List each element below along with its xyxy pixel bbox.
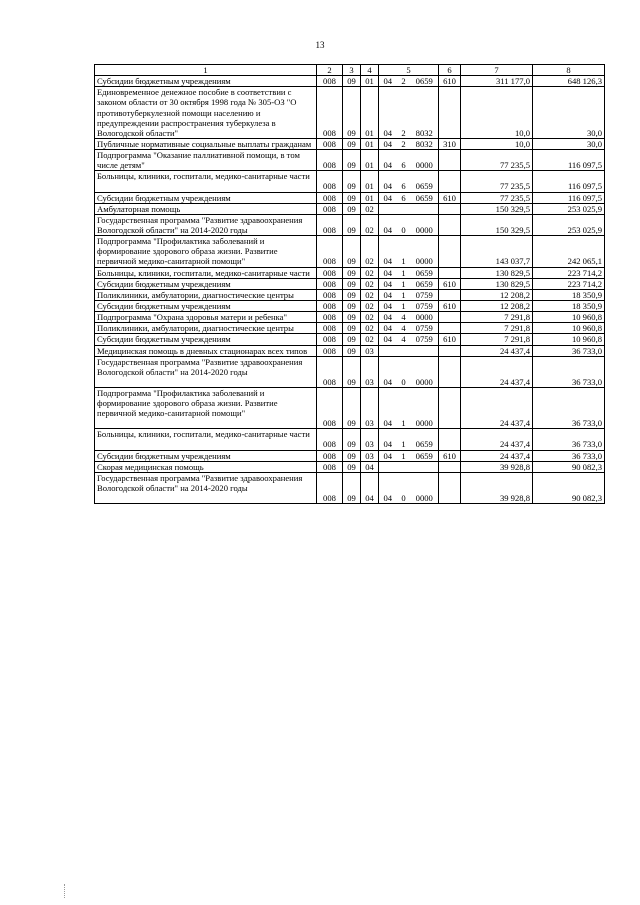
- cell-c2: 008: [317, 300, 343, 311]
- cell-c6: [439, 236, 461, 267]
- cell-c7: 12 208,2: [461, 289, 533, 300]
- cell-name: Больницы, клиники, госпитали, медико-санитарные части: [95, 267, 317, 278]
- cell-c8: 648 126,3: [533, 76, 605, 87]
- cell-k3: 0000: [411, 472, 439, 503]
- cell-c6: [439, 87, 461, 139]
- table-row: [95, 192, 605, 203]
- header-col-4: 4: [361, 65, 379, 76]
- cell-c3: 09: [343, 203, 361, 214]
- cell-k2: 2: [397, 87, 411, 139]
- cell-c8: 18 350,9: [533, 300, 605, 311]
- cell-k3: 0759: [411, 300, 439, 311]
- cell-name: Единовременное денежное пособие в соответствии с законом области от 30 октября 1998 года № 305-ОЗ "О противотуберкулезной помощи населению и предупреждении распространения туберкулеза в Вологодской области": [95, 87, 317, 139]
- cell-c4: 02: [361, 334, 379, 345]
- cell-k1: [379, 461, 397, 472]
- table-row: [95, 345, 605, 356]
- cell-c3: 09: [343, 387, 361, 428]
- cell-c3: 09: [343, 429, 361, 450]
- cell-c7: 77 235,5: [461, 150, 533, 171]
- cell-k2: 4: [397, 334, 411, 345]
- header-col-5: 5: [379, 65, 439, 76]
- cell-c7: 130 829,5: [461, 278, 533, 289]
- table-row: [95, 323, 605, 334]
- header-col-8: 8: [533, 65, 605, 76]
- cell-name: Скорая медицинская помощь: [95, 461, 317, 472]
- cell-c8: 10 960,8: [533, 334, 605, 345]
- cell-k2: 6: [397, 192, 411, 203]
- cell-k3: 0000: [411, 387, 439, 428]
- cell-k3: 0659: [411, 76, 439, 87]
- cell-c2: 008: [317, 461, 343, 472]
- table-row: [95, 203, 605, 214]
- cell-c8: 10 960,8: [533, 323, 605, 334]
- cell-k1: 04: [379, 356, 397, 387]
- cell-c8: 30,0: [533, 87, 605, 139]
- cell-c4: 01: [361, 138, 379, 149]
- cell-k2: 4: [397, 312, 411, 323]
- cell-k1: 04: [379, 267, 397, 278]
- cell-c4: 01: [361, 87, 379, 139]
- cell-name: Поликлиники, амбулатории, диагностические центры: [95, 323, 317, 334]
- cell-c4: 02: [361, 267, 379, 278]
- cell-k1: 04: [379, 289, 397, 300]
- cell-c6: [439, 214, 461, 235]
- cell-c3: 09: [343, 236, 361, 267]
- cell-c7: 7 291,8: [461, 334, 533, 345]
- table-row: [95, 236, 605, 267]
- cell-k3: 0659: [411, 450, 439, 461]
- cell-c4: 02: [361, 289, 379, 300]
- cell-k3: 0000: [411, 356, 439, 387]
- cell-c4: 02: [361, 236, 379, 267]
- cell-c7: 143 037,7: [461, 236, 533, 267]
- cell-k3: 0659: [411, 267, 439, 278]
- cell-k3: 0659: [411, 429, 439, 450]
- cell-c7: 12 208,2: [461, 300, 533, 311]
- cell-c4: 01: [361, 150, 379, 171]
- cell-name: Подпрограмма "Профилактика заболеваний и формирование здорового образа жизни. Развитие первичной медико-санитарной помощи": [95, 236, 317, 267]
- cell-name: Подпрограмма "Оказание паллиативной помощи, в том числе детям": [95, 150, 317, 171]
- cell-name: Субсидии бюджетным учреждениям: [95, 334, 317, 345]
- cell-c7: 24 437,4: [461, 429, 533, 450]
- cell-c2: 008: [317, 472, 343, 503]
- cell-c4: 04: [361, 461, 379, 472]
- cell-k2: 1: [397, 387, 411, 428]
- table-row: [95, 429, 605, 450]
- cell-c4: 03: [361, 345, 379, 356]
- cell-k1: 04: [379, 429, 397, 450]
- cell-name: Подпрограмма "Профилактика заболеваний и формирование здорового образа жизни. Развитие первичной медико-санитарной помощи": [95, 387, 317, 428]
- cell-c6: [439, 150, 461, 171]
- cell-k3: 8032: [411, 138, 439, 149]
- cell-c6: 610: [439, 450, 461, 461]
- header-col-2: 2: [317, 65, 343, 76]
- table-row: [95, 171, 605, 192]
- cell-c6: [439, 387, 461, 428]
- cell-c3: 09: [343, 76, 361, 87]
- cell-c6: [439, 171, 461, 192]
- cell-name: Субсидии бюджетным учреждениям: [95, 300, 317, 311]
- cell-c4: 01: [361, 192, 379, 203]
- cell-c8: 36 733,0: [533, 429, 605, 450]
- cell-k3: 0000: [411, 214, 439, 235]
- table-row: [95, 472, 605, 503]
- cell-c6: [439, 345, 461, 356]
- cell-c3: 09: [343, 323, 361, 334]
- cell-c2: 008: [317, 150, 343, 171]
- cell-c2: 008: [317, 323, 343, 334]
- cell-c2: 008: [317, 267, 343, 278]
- cell-c3: 09: [343, 171, 361, 192]
- cell-c3: 09: [343, 450, 361, 461]
- cell-k1: 04: [379, 214, 397, 235]
- cell-c3: 09: [343, 312, 361, 323]
- cell-c8: 36 733,0: [533, 387, 605, 428]
- page-number: 13: [315, 40, 325, 50]
- cell-c3: 09: [343, 300, 361, 311]
- cell-c2: 008: [317, 278, 343, 289]
- cell-c4: 01: [361, 76, 379, 87]
- cell-c7: 24 437,4: [461, 356, 533, 387]
- table-row: [95, 278, 605, 289]
- cell-c8: 10 960,8: [533, 312, 605, 323]
- cell-k3: 0659: [411, 278, 439, 289]
- cell-c8: 116 097,5: [533, 171, 605, 192]
- cell-k3: 0000: [411, 312, 439, 323]
- cell-c7: 150 329,5: [461, 214, 533, 235]
- cell-c7: 10,0: [461, 138, 533, 149]
- table-row: [95, 387, 605, 428]
- cell-c4: 03: [361, 387, 379, 428]
- cell-c2: 008: [317, 76, 343, 87]
- cell-k1: 04: [379, 278, 397, 289]
- cell-k1: [379, 203, 397, 214]
- cell-k2: [397, 203, 411, 214]
- cell-c3: 09: [343, 278, 361, 289]
- cell-k2: 1: [397, 267, 411, 278]
- cell-c6: [439, 289, 461, 300]
- cell-c2: 008: [317, 214, 343, 235]
- cell-k3: 0000: [411, 236, 439, 267]
- cell-c3: 09: [343, 461, 361, 472]
- cell-c8: 18 350,9: [533, 289, 605, 300]
- cell-c6: 610: [439, 278, 461, 289]
- cell-k3: [411, 461, 439, 472]
- cell-name: Государственная программа "Развитие здравоохранения Вологодской области" на 2014-2020 годы: [95, 472, 317, 503]
- cell-c8: 36 733,0: [533, 356, 605, 387]
- cell-c4: 01: [361, 171, 379, 192]
- cell-c4: 02: [361, 300, 379, 311]
- cell-name: Больницы, клиники, госпитали, медико-санитарные части: [95, 171, 317, 192]
- cell-c3: 09: [343, 150, 361, 171]
- table-row: [95, 76, 605, 87]
- cell-k2: 2: [397, 138, 411, 149]
- cell-c6: 610: [439, 76, 461, 87]
- cell-c7: 150 329,5: [461, 203, 533, 214]
- cell-c6: 610: [439, 334, 461, 345]
- cell-c8: 242 065,1: [533, 236, 605, 267]
- cell-c7: 10,0: [461, 87, 533, 139]
- cell-k3: 0759: [411, 323, 439, 334]
- table-row: [95, 214, 605, 235]
- cell-k1: 04: [379, 312, 397, 323]
- cell-c2: 008: [317, 236, 343, 267]
- cell-c3: 09: [343, 472, 361, 503]
- cell-c8: 116 097,5: [533, 192, 605, 203]
- table-row: [95, 267, 605, 278]
- cell-k3: 0759: [411, 334, 439, 345]
- cell-c4: 02: [361, 214, 379, 235]
- cell-c7: 24 437,4: [461, 450, 533, 461]
- cell-name: Субсидии бюджетным учреждениям: [95, 192, 317, 203]
- cell-c7: 24 437,4: [461, 345, 533, 356]
- cell-name: Субсидии бюджетным учреждениям: [95, 278, 317, 289]
- cell-k3: 0659: [411, 192, 439, 203]
- table-row: [95, 450, 605, 461]
- cell-c6: [439, 267, 461, 278]
- cell-k2: 1: [397, 289, 411, 300]
- cell-k1: 04: [379, 300, 397, 311]
- table-row: [95, 461, 605, 472]
- cell-c8: 36 733,0: [533, 345, 605, 356]
- cell-k2: 6: [397, 150, 411, 171]
- table-row: [95, 356, 605, 387]
- cell-c7: 39 928,8: [461, 472, 533, 503]
- header-row: [95, 65, 605, 76]
- cell-c7: 130 829,5: [461, 267, 533, 278]
- cell-k2: [397, 345, 411, 356]
- header-col-3: 3: [343, 65, 361, 76]
- header-col-7: 7: [461, 65, 533, 76]
- cell-c2: 008: [317, 334, 343, 345]
- cell-c8: 116 097,5: [533, 150, 605, 171]
- cell-k3: 0759: [411, 289, 439, 300]
- table-row: [95, 334, 605, 345]
- cell-c6: [439, 472, 461, 503]
- cell-k1: 04: [379, 472, 397, 503]
- cell-k3: [411, 203, 439, 214]
- cell-c6: [439, 429, 461, 450]
- cell-c2: 008: [317, 356, 343, 387]
- cell-k2: 0: [397, 472, 411, 503]
- cell-c4: 02: [361, 203, 379, 214]
- scan-mark: [64, 884, 67, 898]
- cell-k2: 1: [397, 450, 411, 461]
- cell-c7: 24 437,4: [461, 387, 533, 428]
- table-body: [95, 76, 605, 504]
- table-row: [95, 289, 605, 300]
- cell-c7: 39 928,8: [461, 461, 533, 472]
- cell-c7: 311 177,0: [461, 76, 533, 87]
- cell-c4: 03: [361, 450, 379, 461]
- cell-name: Больницы, клиники, госпитали, медико-санитарные части: [95, 429, 317, 450]
- cell-name: Субсидии бюджетным учреждениям: [95, 450, 317, 461]
- cell-name: Подпрограмма "Охрана здоровья матери и ребенка": [95, 312, 317, 323]
- cell-c4: 03: [361, 429, 379, 450]
- cell-c6: 610: [439, 300, 461, 311]
- table-row: [95, 138, 605, 149]
- cell-c2: 008: [317, 289, 343, 300]
- cell-c6: [439, 312, 461, 323]
- cell-k2: 4: [397, 323, 411, 334]
- cell-k1: 04: [379, 138, 397, 149]
- cell-c7: 7 291,8: [461, 323, 533, 334]
- cell-c4: 04: [361, 472, 379, 503]
- budget-table: [94, 64, 605, 504]
- cell-c4: 02: [361, 323, 379, 334]
- cell-k1: 04: [379, 334, 397, 345]
- cell-c8: 30,0: [533, 138, 605, 149]
- cell-c2: 008: [317, 387, 343, 428]
- cell-k1: 04: [379, 387, 397, 428]
- cell-name: Субсидии бюджетным учреждениям: [95, 76, 317, 87]
- cell-c3: 09: [343, 138, 361, 149]
- cell-c8: 36 733,0: [533, 450, 605, 461]
- cell-c4: 03: [361, 356, 379, 387]
- cell-c2: 008: [317, 312, 343, 323]
- table-row: [95, 87, 605, 139]
- cell-c6: [439, 203, 461, 214]
- cell-k3: [411, 345, 439, 356]
- cell-k1: 04: [379, 323, 397, 334]
- cell-k2: 0: [397, 214, 411, 235]
- cell-name: Поликлиники, амбулатории, диагностические центры: [95, 289, 317, 300]
- cell-k2: 1: [397, 300, 411, 311]
- cell-c8: 90 082,3: [533, 461, 605, 472]
- cell-c3: 09: [343, 334, 361, 345]
- cell-c4: 02: [361, 278, 379, 289]
- cell-c6: [439, 356, 461, 387]
- cell-name: Публичные нормативные социальные выплаты гражданам: [95, 138, 317, 149]
- cell-k2: 1: [397, 278, 411, 289]
- header-col-1: 1: [95, 65, 317, 76]
- header-col-6: 6: [439, 65, 461, 76]
- cell-c3: 09: [343, 267, 361, 278]
- cell-k2: 0: [397, 356, 411, 387]
- cell-name: Амбулаторная помощь: [95, 203, 317, 214]
- cell-c3: 09: [343, 345, 361, 356]
- cell-k1: [379, 345, 397, 356]
- cell-c2: 008: [317, 450, 343, 461]
- cell-k1: 04: [379, 76, 397, 87]
- cell-k3: 8032: [411, 87, 439, 139]
- cell-k2: 1: [397, 236, 411, 267]
- cell-c8: 223 714,2: [533, 278, 605, 289]
- cell-c3: 09: [343, 289, 361, 300]
- cell-k2: 6: [397, 171, 411, 192]
- cell-c6: [439, 323, 461, 334]
- cell-k2: 1: [397, 429, 411, 450]
- cell-k1: 04: [379, 450, 397, 461]
- cell-c3: 09: [343, 87, 361, 139]
- cell-c8: 253 025,9: [533, 203, 605, 214]
- cell-c6: [439, 461, 461, 472]
- cell-name: Государственная программа "Развитие здравоохранения Вологодской области" на 2014-2020 годы: [95, 214, 317, 235]
- cell-k3: 0000: [411, 150, 439, 171]
- cell-c7: 77 235,5: [461, 171, 533, 192]
- cell-c2: 008: [317, 138, 343, 149]
- cell-c4: 02: [361, 312, 379, 323]
- cell-c6: 610: [439, 192, 461, 203]
- cell-c3: 09: [343, 356, 361, 387]
- table-row: [95, 150, 605, 171]
- cell-k1: 04: [379, 236, 397, 267]
- cell-k1: 04: [379, 87, 397, 139]
- cell-c2: 008: [317, 345, 343, 356]
- cell-k3: 0659: [411, 171, 439, 192]
- cell-c2: 008: [317, 171, 343, 192]
- cell-c2: 008: [317, 192, 343, 203]
- cell-k1: 04: [379, 171, 397, 192]
- cell-c8: 223 714,2: [533, 267, 605, 278]
- cell-c6: 310: [439, 138, 461, 149]
- cell-name: Государственная программа "Развитие здравоохранения Вологодской области" на 2014-2020 годы: [95, 356, 317, 387]
- cell-c7: 7 291,8: [461, 312, 533, 323]
- cell-c7: 77 235,5: [461, 192, 533, 203]
- table-row: [95, 312, 605, 323]
- cell-k2: 2: [397, 76, 411, 87]
- cell-c2: 008: [317, 203, 343, 214]
- cell-c2: 008: [317, 429, 343, 450]
- cell-c3: 09: [343, 214, 361, 235]
- cell-k2: [397, 461, 411, 472]
- table-row: [95, 300, 605, 311]
- cell-c8: 90 082,3: [533, 472, 605, 503]
- cell-k1: 04: [379, 192, 397, 203]
- cell-c8: 253 025,9: [533, 214, 605, 235]
- cell-c3: 09: [343, 192, 361, 203]
- cell-k1: 04: [379, 150, 397, 171]
- cell-c2: 008: [317, 87, 343, 139]
- cell-name: Медицинская помощь в дневных стационарах всех типов: [95, 345, 317, 356]
